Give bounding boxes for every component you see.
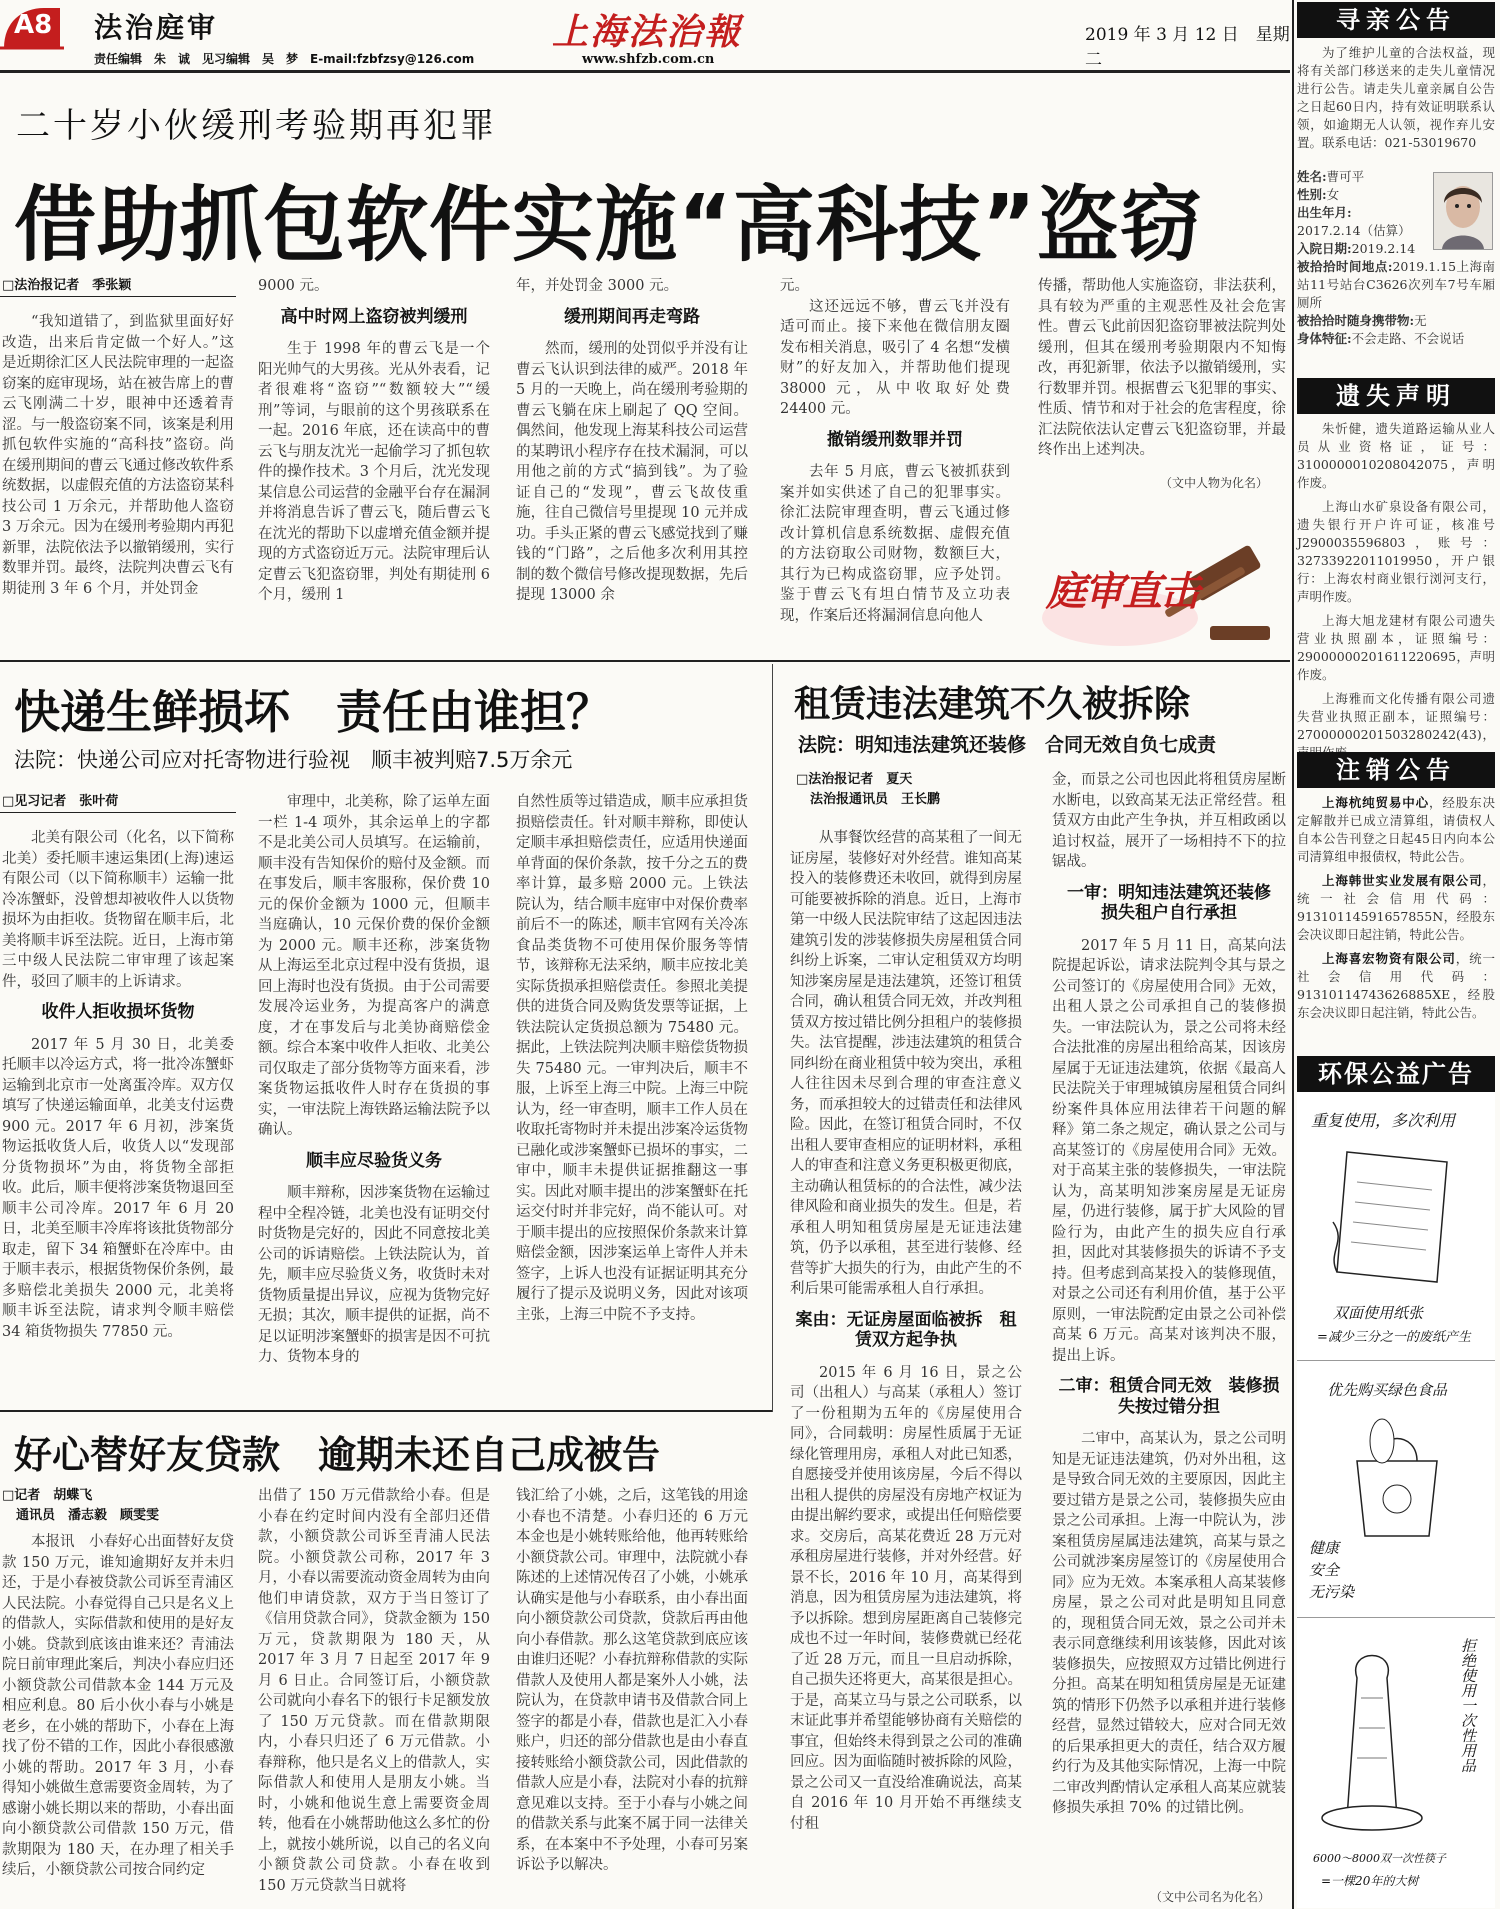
eco-ad-panel-1: 重复使用，多次利用 双面使用纸张 =减少三分之一的废纸产生 bbox=[1297, 1092, 1495, 1361]
article2-sub2: 顺丰应尽验货义务 bbox=[306, 1150, 442, 1171]
article1-col2: 9000 元。 高中时网上盗窃被判缓刑 生于 1998 年的曹云飞是一个阳光帅气的大男孩。光从外表看，记者很难将“盗窃”“数额较大”“缓刑”等词，与眼前的这个男孩联系在一起。2016 年底，还在读高中的曹云飞与朋友沈光一起偷学习了抓包软件的操作技术。3 个月后，沈光发现某信息公司运营的金融平台存在漏洞并将消息告诉了曹云飞，随后曹云飞在沈光的帮助下以虚增充值金额并提现的方式盗窃近万元。法院审理后认定曹云飞犯盗窃罪，判处有期徒刑 6 个月，缓刑 1 bbox=[258, 278, 490, 603]
article4-byline2: 通讯员 潘志毅 顾雯雯 bbox=[16, 1508, 160, 1523]
divider-1 bbox=[0, 660, 1290, 662]
missing-fields: 姓名:曹可平 性别:女 出生年月: 2017.2.14（估算） 入院日期:2019.2.14 bbox=[1297, 169, 1416, 256]
missing-notice-intro: 为了维护儿童的合法权益，现将有关部门移送来的走失儿童情况进行公告。请走失儿童亲属自公告之日起60日内，持有效证明联系认领，如逾期无人认领，视作弃儿安置。联系电话：021-53019670 bbox=[1297, 45, 1495, 150]
article1-sub1: 高中时网上盗窃被判缓刑 bbox=[280, 306, 468, 327]
missing-notice-title: 寻亲公告 bbox=[1297, 2, 1495, 38]
article2-byline-rule bbox=[0, 812, 236, 813]
article1-col1: “我知道错了，到监狱里面好好改造，出来后肯定做一个好人。”这是近期徐汇区人民法院审理的一起盗窃案的庭审现场，站在被告席上的曹云飞刚满二十岁，眼神中还透着青涩。与一般盗窃案不同，该案是利用抓包软件实施的“高科技”盗窃。尚在缓刑期间的曹云飞通过修改软件系统数据，以虚假充值的方法盗窃某科技公司 1 万余元，并帮助他人盗窃 3 万余元。因为在缓刑考验期内再犯新罪，法院依法予以撤销缓刑，实行数罪并罚。最终，法院判决曹云飞有期徒刑 3 年 6 个月，并处罚金 bbox=[2, 314, 234, 597]
article3-sub3: 二审：租赁合同无效 装修损失按过错分担 bbox=[1058, 1376, 1280, 1417]
article3-vrule bbox=[772, 664, 773, 1412]
website: www.shfzb.com.cn bbox=[582, 52, 715, 67]
article3-byline2: 法治报通讯员 王长鹏 bbox=[810, 792, 941, 807]
article1-col4: 元。 这还远远不够，曹云飞并没有适可而止。接下来他在微信朋友圈发布相关消息，吸引了 4 名想“发横财”的好友加入，并帮助他们提现 38000 元，从中收取好处费 24400 元。 撤销缓刑数罪并罚 去年 5 月底，曹云飞被抓获到案并如实供述了自己的犯罪事实。徐汇法院审理查明，曹云飞通过修改计算机信息系统数据、虚假充值的方法窃取公司财物，数额巨大，其行为已构成盗窃罪，应予处罚。鉴于曹云飞有坦白情节及立功表现，作案后还将漏洞信息向他人 bbox=[780, 278, 1010, 624]
article1-headline: 借助抓包软件实施“高科技”盗窃 bbox=[14, 178, 1203, 273]
article2-headline: 快递生鲜损坏 责任由谁担？ bbox=[14, 685, 612, 739]
section-title: 法治庭审 bbox=[94, 11, 219, 44]
article3-col1: 从事餐饮经营的高某租了一间无证房屋，装修好对外经营。谁知高某投入的装修费还未收回，就得到房屋可能要被拆除的消息。近日，上海市第一中级人民法院审结了这起因违法建筑引发的涉装修损失房屋租赁合同纠纷上诉案，二审认定租赁双方均明知涉案房屋是违法建筑，还签订租赁合同，确认租赁合同无效，并改判租赁双方按过错比例分担租户的装修损失。法官提醒，涉违法建筑的租赁合同纠纷在商业租赁中较为突出，承租人往往因未尽到合理的审查注意义务，而承担较大的过错责任和法律风险。因此，在签订租赁合同时，不仅出租人要审查相应的证明材料，承租人的审查和注意义务更积极更彻底，主动确认租赁标的的合法性，减少法律风险和商业损失的发生。但是，若承租人明知租赁房屋是无证违法建筑，仍予以承租，甚至进行装修、经营等扩大损失的行为，由此产生的不利后果可能需承租人自行承担。 案由：无证房屋面临被拆 租赁双方起争执 2015 年 6 月 16 日，景之公司（出租人）与高某（承租人）签订了一份租期为五年的《房屋使用合同》，合同载明：房屋性质属于无证绿化管理用房，承租人对此已知悉，自愿接受并使用该房屋，今后不得以出租人提供的房屋没有房地产权证为由提出解约要求，或提出任何赔偿要求。交房后，高某花费近 28 万元对承租房屋进行装修，并对外经营。好景不长，2016 年 10 月，高某得到消息，因为租赁房屋为违法建筑，将予以拆除。想到房屋距离自己装修完成也不过一年时间，装修费就已经花了近 28 万元，而且一旦启动拆除，自己损失还将更大，高某很是担心。于是，高某立马与景之公司联系，以末证此事并希望能够协商有关赔偿的事宜，但始终未得到景之公司的准确回应。因为面临随时被拆除的风险，景之公司又一直没给准确说法，高某自 2016 年 10 月开始不再继续支付租 bbox=[790, 830, 1022, 1832]
divider-2 bbox=[0, 1410, 772, 1412]
paper-name: 上海法治報 bbox=[552, 11, 743, 53]
article1-col3: 年，并处罚金 3000 元。 缓刑期间再走弯路 然而，缓刑的处罚似乎并没有让曹云飞认识到法律的威严。2018 年 5 月的一天晚上，尚在缓刑考验期的曹云飞躺在床上刷起了 QQ 空间。偶然间，他发现上海某科技公司运营的某聘讯小程序存在技术漏洞，可以用他之前的方式“搞到钱”。为了验证自己的“发现”，曹云飞故伎重施，往自己微信号里提现 10 元并成功。手头正紧的曹云飞感觉找到了赚钱的“门路”，之后他多次利用其控制的数个微信号修改提现数据，先后提现 13000 余 bbox=[516, 278, 748, 603]
article1-byline: □法治报记者 季张颖 bbox=[2, 278, 132, 293]
article2-subhead: 法院：快递公司应对托寄物进行验视 顺丰被判赔7.5万余元 bbox=[14, 748, 573, 772]
editors-line: 责任编辑 朱 诚 见习编辑 吴 梦 E-mail:fzbfzsy@126.com bbox=[94, 52, 475, 66]
stamp-text: 庭审直击 bbox=[1046, 568, 1198, 615]
lost-item: 上海大旭龙建材有限公司遗失营业执照副本，证照编号：290000002016112206​95，声明作废。 bbox=[1297, 613, 1495, 682]
eco-ad-title: 环保公益广告 bbox=[1297, 1056, 1495, 1092]
article2-col2: 审理中，北美称，除了运单左面一栏 1-4 项外，其余运单上的字都不是北美公司人员填写。在运输前，顺丰没有告知保价的赔付及金额。而在事发后，顺丰客服称，保价费 10 元的保价金额为 1000 元，但顺丰当庭确认，10 元保价费的保价金额为 2000 元。顺丰还称，涉案货物从上海运至北京过程中没有货损，退回上海时也没有货损。由于公司需要发展冷运业务，为提高客户的满意度，才在事发后与北美协商赔偿金额。综合本案中收件人拒收、北美公司仅取走了部分货物等方面来看，涉案货物运抵收件人时存在货损的事实，一审法院上海铁路运输法院予以确认。 顺丰应尽验货义务 顺丰辩称，因涉案货物在运输过程中全程冷链，北美也没有证明交付时货物是完好的，因此不同意按北美公司的诉请赔偿。上铁法院认为，首先，顺丰应尽验货义务，收货时未对货物质量提出异议，应视为货物完好无损；其次，顺丰提供的证据，尚不足以证明涉案蟹虾的损害是因不可抗力、货物本身的 bbox=[258, 794, 490, 1365]
article4-col2: 出借了 150 万元借款给小春。但是小春在约定时间内没有全部归还借款，小额贷款公司诉至青浦人民法院。小额贷款公司称，2017 年 3 月，小春以需要流动资金周转为由向他们申请贷款，双方于当日签订了《信用贷款合同》，贷款金额为 150 万元，贷款期限为 180 天，从 2017 年 3 月 7 日起至 2017 年 9 月 6 日止。合同签订后，小额贷款公司就向小春名下的银行卡足额发放了 150 万元贷款。而在借款期限内，小春只归还了 6 万元借款。小春辩称，他只是名义上的借款人，实际借款人和使用人是朋友小姚。当时，小姚和他说生意上需要资金周转，他看在小姚帮助他这么多忙的份上，就按小姚所说，以自己的名义向小额贷款公司贷款。小春在收到 150 万元贷款当日就将 bbox=[258, 1488, 490, 1894]
article4-byline1: □记者 胡蝶飞 bbox=[2, 1488, 93, 1503]
tree-stump-icon bbox=[1307, 1638, 1437, 1838]
article3-col2: 金，而景之公司也因此将租赁房屋断水断电，以致高某无法正常经营。租赁双方由此产生争执，并互相政函以追讨权益，展开了一场相持不下的拉锯战。 一审：明知违法建筑还装修 损失租户自行承担 2017 年 5 月 11 日，高某向法院提起诉讼，请求法院判令其与景之公司签订的《房屋使用合同》无效，出租人景之公司承担自己的装修损失。一审法院认为，景之公司将未经合法批准的房屋出租给高某，因该房屋属于无证违法建筑，依据《最高人民法院关于审理城镇房屋租赁合同纠纷案件具体应用法律若干问题的解释》第二条之规定，确认景之公司与高某签订的《房屋使用合同》无效。对于高某主张的装修损失，一审法院认为，高某明知涉案房屋是无证房屋，仍进行装修，属于扩大风险的冒险行为，由此产生的损失应自行承担，因此对其装修损失的诉请不予支持。但考虑到高某投入的装修现值，对景之公司还有利用价值，基于公平原则，一审法院酌定由景之公司补偿高某 6 万元。高某对该判决不服，提出上诉。 二审：租赁合同无效 装修损失按过错分担 二审中，高某认为，景之公司明知是无证违法建筑，仍对外出租，这是导致合同无效的主要原因，因此主要过错方是景之公司，装修损失应由景之公司承担。上海一中院认为，涉案租赁房屋属违法建筑，高某与景之公司就涉案房屋签订的《房屋使用合同》应为无效。本案承租人高某装修房屋，景之公司对此是明知且同意的，现租赁合同无效，景之公司并未表示同意继续利用该装修，因此对该装修损失，应按照双方过错比例进行分担。高某在明知租赁房屋是无证建筑的情形下仍然予以承租并进行装修经营，显然过错较大，应对合同无效的后果承担更大的责任，结合双方履约行为及其他实际情况，上海一中院二审改判酌情认定承租人高某应就装修损失承担 70% 的过错比例。 bbox=[1052, 772, 1288, 1816]
article3-headline: 租赁违法建筑不久被拆除 bbox=[794, 684, 1191, 725]
article1-note: （文中人物为化名） bbox=[1160, 476, 1269, 490]
lost-item: 朱忻健，遗失道路运输从业人员从业资格证，证号：310000001020804207​5，声明作废。 bbox=[1297, 421, 1495, 490]
paper-sheets-icon bbox=[1327, 1142, 1467, 1292]
child-photo bbox=[1433, 172, 1493, 250]
eco-ad-panel-2: 优先购买绿色食品 健康 安全 无污染 bbox=[1297, 1361, 1495, 1618]
article2-byline: □见习记者 张叶荷 bbox=[2, 794, 119, 809]
article1-sub3: 撤销缓刑数罪并罚 bbox=[827, 429, 963, 450]
issue-date: 2019 年 3 月 12 日 星期二 bbox=[1085, 25, 1290, 70]
article1-col5: 传播，帮助他人实施盗窃，非法获利，具有较为严重的主观恶性及社会危害性。曹云飞此前因犯盗窃罪被法院判处缓刑，但其在缓刑考验期限内不知悔改，再犯新罪，依法予以撤销缓刑，实行数罪并罚。根据曹云飞犯罪的事实、性质、情节和对于社会的危害程度，徐汇法院依法认定曹云飞犯盗窃罪，并最终作出上述判决。 bbox=[1038, 278, 1286, 458]
lost-item: 上海山水矿泉设备有限公司，遗失银行开户许可证，核准号 J2900035596803，账号：32733922011019950，开户银行：上海农村商业银行浏河支行，声明作废。 bbox=[1297, 499, 1495, 604]
shopping-bag-icon bbox=[1337, 1411, 1457, 1541]
cancel-notice bbox=[1297, 752, 1495, 1022]
article2-col3: 自然性质等过错造成，顺丰应承担货损赔偿责任。针对顺丰辩称，即使认定顺丰承担赔偿责任，应适用快递面单背面的保价条款，按千分之五的费率计算，最多赔 2000 元。上铁法院认为，结合顺丰庭审中对保价费率前后不一的陈述，顺丰官网有关冷冻食品类货物不可使用保价服务等情节，该辩称无法采纳，顺丰应按北美实际货损承担赔偿责任。参照北美提供的进货合同及购货发票等证据，上铁法院认定货损总额为 75480 元。据此，上铁法院判决顺丰赔偿货物损失 75480 元。一审判决后，顺丰不服，上诉至上海三中院。上海三中院认为，经一审查明，顺丰工作人员在收取托寄物时并未提出涉案冷运货物已融化或涉案蟹虾已损坏的事实，二审中，顺丰未提供证据推翻这一事实。因此对顺丰提出的涉案蟹虾在托运交付时并非完好，尚不能认可。对于顺丰提出的应按照保价条款来计算赔偿金额，因涉案运单上寄件人并未签字，上诉人也没有证据证明其充分履行了提示及说明义务，因此对该项主张，上海三中院不予支持。 bbox=[516, 794, 748, 1323]
missing-child-notice: 寻亲公告 为了维护儿童的合法权益，现将有关部门移送来的走失儿童情况进行公告。请走失儿童亲属自公告之日起60日内，持有效证明联系认领，如逾期无人认领，视作弃儿安置。联系电话：021-53019670 姓名:曹可平 性别:女 出生年月: 2017.2.14（估算） 入院日期:2019.2.14 被拾拾时间地点:2019.1.15上海南站11号站台C3626次列车7号车厢厕所 被拾拾时随身携带物:无 身体特征:不会走路、不会说话 bbox=[1297, 2, 1495, 348]
lost-notice-title: 遗失声明 bbox=[1297, 378, 1495, 414]
court-stamp-graphic bbox=[1040, 508, 1284, 654]
cancel-item: 上海杭纯贸易中心，经股东决定解散并已成立清算组，请债权人自本公告刊登之日起45日内向本公司清算组申报债权，特此公告。 bbox=[1297, 795, 1495, 864]
cancel-item: 上海韩世实业发展有限公司，统一社会信用代码：91310114591657855N，经股东会决议即日起注销，特此公告。 bbox=[1297, 873, 1495, 942]
page-header bbox=[0, 0, 1290, 70]
article3-note: （文中公司名为化名） bbox=[1150, 1890, 1271, 1904]
article4-col3: 钱汇给了小姚，之后，这笔钱的用途小春也不清楚。小春归还的 6 万元本金也是小姚转账给他，他再转账给小额贷款公司。审理中，法院就小春陈述的上述情况传召了小姚，小姚承认确实是他与小春联系，由小春出面向小额贷款公司贷款，贷款后再由他向小春借款。那么这笔贷款到底应该由谁归还呢？小春抗辩称借款的实际借款人及使用人都是案外人小姚，法院认为，在贷款申请书及借款合同上签字的都是小春，借款也是汇入小春账户，归还的部分借款也是由小春直接转账给小额贷款公司，因此借款的借款人应是小春，法院对小春的抗辩意见难以支持。至于小春与小姚之间的借款关系与此案不属于同一法律关系，在本案中不予处理，小春可另案诉讼予以解决。 bbox=[516, 1488, 748, 1873]
article4-headline: 好心替好友贷款 逾期未还自己成被告 bbox=[14, 1433, 661, 1477]
lost-item: 上海雅而文化传播有限公司遗失营业执照正副本，证照编号：27000000201503280242(43)， bbox=[1297, 691, 1495, 742]
article3-sub1: 案由：无证房屋面临被拆 租赁双方起争执 bbox=[795, 1309, 1017, 1350]
article2-col1: 北美有限公司（化名，以下简称北美）委托顺丰速运集团(上海)速运有限公司（以下简称顺丰）运输一批冷冻蟹虾，没曾想却被收件人以货物损坏为由拒收。货物留在顺丰后，北美将顺丰诉至法院。近日，上海市第三中级人民法院二审审理了该起案件，驳回了顺丰的上诉请求。 收件人拒收损坏货物 2017 年 5 月 30 日，北美委托顺丰以冷运方式，将一批冷冻蟹虾运输到北京市一处离蛋冷库。双方仅填写了快递运输面单，北美支付运费 900 元。2017 年 6 月初，涉案货物运抵收货人后，收货人以“发现部分货物损坏”为由，将货物全部拒收。此后，顺丰便将涉案货物退回至顺丰公司冷库。2017 年 6 月 20 日，北美至顺丰冷库将该批货物部分取走，留下 34 箱蟹虾在冷库中。由于顺丰表示，根据货物保价条例，最多赔偿北美损失 2000 元，北美将顺丰诉至法院，请求判令顺丰赔偿 34 箱货物损失 77850 元。 bbox=[2, 830, 234, 1340]
sidebar-border bbox=[1292, 0, 1294, 1909]
child-photo-icon bbox=[1434, 173, 1492, 249]
article1-kicker: 二十岁小伙缓刑考验期再犯罪 bbox=[16, 106, 497, 146]
article3-sub2: 一审：明知违法建筑还装修 损失租户自行承担 bbox=[1067, 882, 1288, 923]
eco-ad bbox=[1297, 1056, 1495, 1906]
lost-notice bbox=[1297, 378, 1495, 762]
cancel-item: 上海喜宏物资有限公司，统一社会信用代码：913101147436268​85XE，经股东会决议即日起注销，特此公告。 bbox=[1297, 951, 1495, 1020]
header-rule bbox=[0, 70, 1290, 73]
article3-byline1: □法治报记者 夏天 bbox=[796, 772, 913, 787]
article1-byline-rule bbox=[0, 296, 236, 297]
article2-sub1: 收件人拒收损坏货物 bbox=[41, 1002, 195, 1022]
page-badge: A8 bbox=[14, 10, 53, 40]
article4-col1: 本报讯 小春好心出面替好友贷款 150 万元，谁知逾期好友并未归还，于是小春被贷款公司诉至青浦区人民法院。小春觉得自己只是名义上的借款人，实际借款和使用的是好友小姚。贷款到底该由谁来还？青浦法院日前审理此案后，判决小春应归还小额贷款公司借款本金 144 万元及相应利息。80 后小伙小春与小姚是老乡，在小姚的帮助下，小春在上海找了份不错的工作，因此小春很感激小姚的帮助。2017 年 3 月，小春得知小姚做生意需要资金周转，为了感谢小姚长期以来的帮助，小春出面向小额贷款公司借款 150 万元，借款期限为 180 天，在办理了相关手续后，小额贷款公司按合同约定 bbox=[2, 1534, 234, 1878]
article1-sub2: 缓刑期间再走弯路 bbox=[564, 306, 700, 327]
article3-subhead: 法院：明知违法建筑还装修 合同无效自负七成责 bbox=[798, 734, 1217, 756]
eco-ad-panel-3: 拒绝使用一次性用品 6000～8000双一次性筷子 =一棵20年的大树 bbox=[1297, 1618, 1495, 1908]
cancel-notice-title: 注销公告 bbox=[1297, 752, 1495, 788]
